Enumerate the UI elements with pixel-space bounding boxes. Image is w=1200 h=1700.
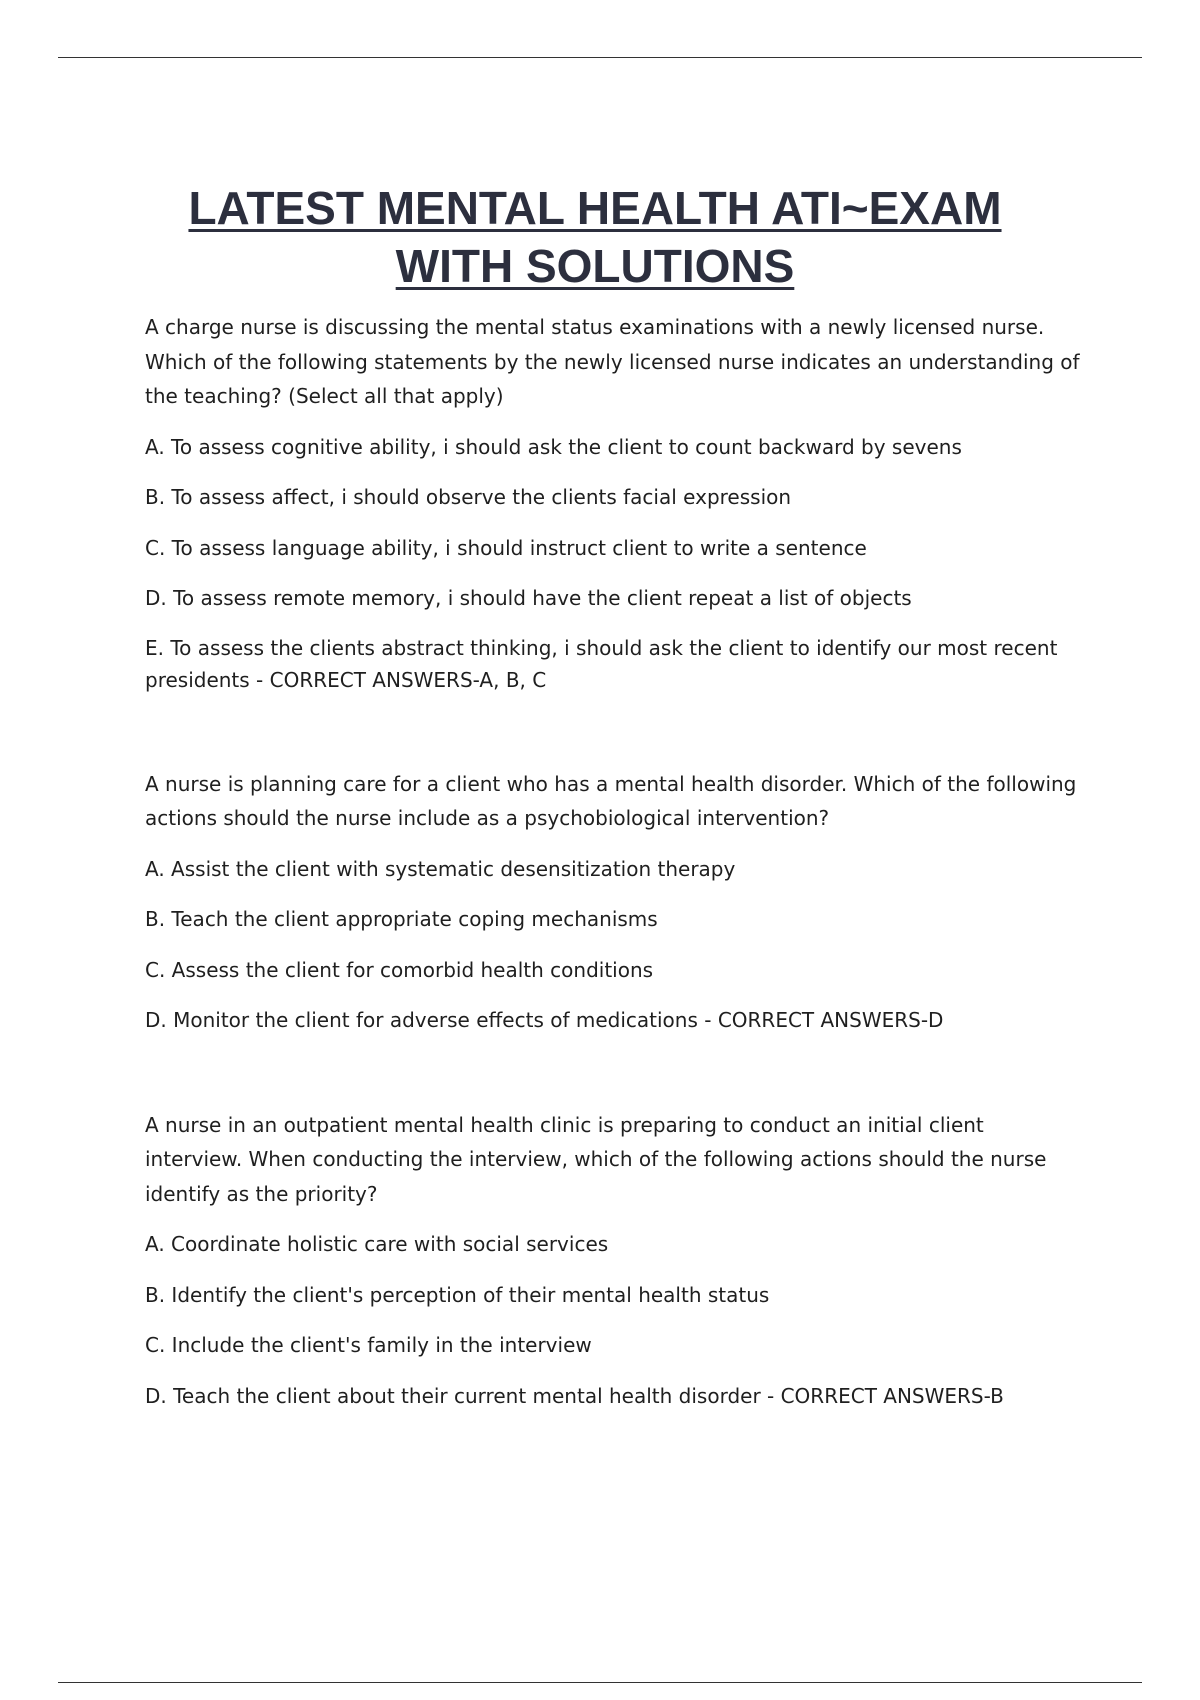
answer-option-c: C. Include the client's family in the interview	[145, 1333, 592, 1357]
title-line-1: LATEST MENTAL HEALTH ATI~EXAM	[188, 181, 1002, 234]
answer-option-c: C. Assess the client for comorbid health conditions	[145, 957, 654, 982]
footer-rule	[58, 1682, 1142, 1683]
answer-option-c: C. To assess language ability, i should instruct client to write a sentence	[145, 535, 867, 560]
answer-option-a: A. Assist the client with systematic desensitization therapy	[145, 856, 736, 881]
answer-option-b: B. Identify the client's perception of their mental health status	[145, 1282, 770, 1307]
answer-option-d: D. Monitor the client for adverse effects of medications - CORRECT ANSWERS-D	[145, 1008, 944, 1032]
question-3	[145, 1108, 1085, 1414]
answer-option-e: E. To assess the clients abstract thinking, i should ask the client to identify our most recent presidents - CORRECT ANSWERS-A, B, C	[145, 635, 1058, 692]
question-stem: A nurse is planning care for a client who has a mental health disorder. Which of the following actions should the nurse include as a psychobiological intervention?	[145, 771, 1077, 830]
answer-option-a: A. To assess cognitive ability, i should ask the client to count backward by sevens	[145, 434, 962, 459]
answer-option-a: A. Coordinate holistic care with social services	[145, 1232, 609, 1256]
answer-option-d: D. Teach the client about their current mental health disorder - CORRECT ANSWERS-B	[145, 1383, 1004, 1408]
question-stem: A nurse in an outpatient mental health clinic is preparing to conduct an initial client interview. When conducting the interview, which of the following actions should the nurse identify as the priority?	[145, 1112, 1047, 1206]
answer-option-d: D. To assess remote memory, i should have the client repeat a list of objects	[145, 586, 912, 610]
document-title	[145, 179, 1045, 295]
header-rule	[58, 57, 1142, 58]
answer-option-b: B. Teach the client appropriate coping mechanisms	[145, 907, 658, 931]
question-1	[145, 310, 1085, 697]
question-list	[145, 310, 1085, 1413]
title-line-2: WITH SOLUTIONS	[395, 239, 795, 292]
question-2	[145, 767, 1085, 1038]
answer-option-b: B. To assess affect, i should observe the clients facial expression	[145, 485, 792, 509]
question-stem: A charge nurse is discussing the mental status examinations with a newly licensed nurse. Which of the following statements by the newly licensed nurse indicates an understanding of the teaching? (Select all that apply)	[145, 315, 1080, 408]
